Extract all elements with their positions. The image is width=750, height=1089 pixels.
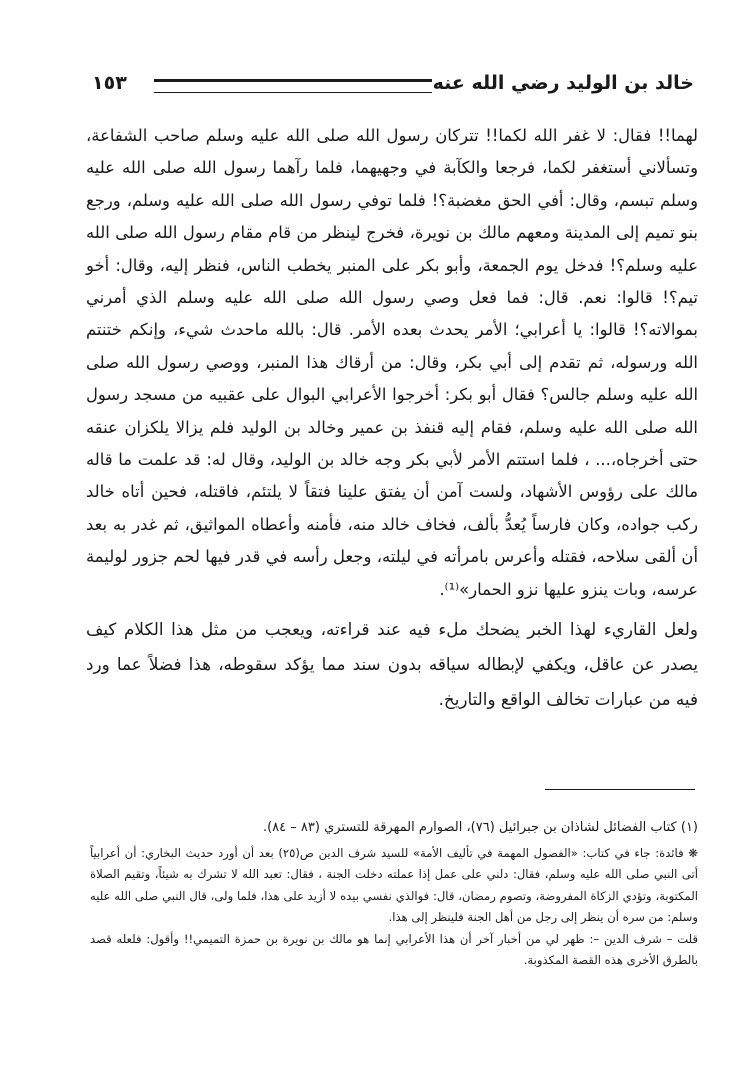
paragraph-commentary: ولعل القاريء لهذا الخبر يضحك ملء فيه عند قراءته، ويعجب من مثل هذا الكلام كيف يصدر عن عاقل، ويكفي لإبطاله سياقه بدون سند مما يؤكد سقوطه، هذا فضلاً عما ورد فيه من عبارات تخالف الواقع والتاريخ. xyxy=(86,619,698,710)
footnote-1: (١) كتاب الفضائل لشاذان بن جبرائيل (٧٦)، الصوارم المهرقة للتستري (٨٣ – ٨٤). xyxy=(262,820,698,835)
paragraph-quote: لهما!! فقال: لا غفر الله لكما!! تتركان رسول الله صلى الله عليه وسلم صاحب الشفاعة، وتسألاني أستغفر لكما، فرجعا والكآبة في وجهيهما، فلما رآهما رسول الله صلى الله عليه وسلم تبسم، وقال: أفي الحق مغضبة؟! فلما توفي رسول الله صلى الله عليه وسلم، ورجع بنو تميم إلى المدينة ومعهم مالك بن نويرة، فخرج لينظر من قام مقام رسول الله صلى الله عليه وسلم؟! فدخل يوم الجمعة، وأبو بكر على المنبر يخطب الناس، فنظر إليه، وقال: أخو تيم؟! قالوا: نعم. قال: فما فعل وصي رسول الله صلى الله عليه وسلم الذي أمرني بموالاته؟! قالوا: يا أعرابي؛ الأمر يحدث بعده الأمر. قال: بالله ماحدث شيء، وإنكم ختنتم الله ورسوله، ثم تقدم إلى أبي بكر، وقال: من أرقاك هذا المنبر، ووصي رسول الله صلى الله عليه وسلم جالس؟ فقال أبو بكر: أخرجوا الأعرابي البوال على عقبيه من مسجد رسول الله صلى الله عليه وسلم، فقام إليه قنفذ بن عمير وخالد بن الوليد فلم يزالا يلكزان عنقه حتى أخرجاه،... ، فلما استتم الأمر لأبي بكر وجه خالد بن الوليد، وقال له: قد علمت ما قاله مالك على رؤوس الأشهاد، ولست آمن أن يفتق علينا فتقاً لا يلتئم، فاقتله، فحين أتاه خالد ركب جواده، وكان فارساً يُعدُّ بألف، فخاف خالد منه، فأمنه وأعطاه المواثيق، ثم غدر به بعد أن ألقى سلاحه، فقتله وأعرس بامرأته في ليلته، وجعل رأسه في قدر فيها لحم جزور لوليمة عرسه، وبات ينزو عليها نزو الحمار»⁽¹⁾. xyxy=(86,126,698,599)
footnote-note-continued: قلت – شرف الدين –: ظهر لي من أخبار آخر أن هذا الأعرابي إنما هو مالك بن نويرة بن حمزة التميمي!! وأقول: فلعله قصد بالطرق الأخرى هذه القصة المكذوبة. xyxy=(90,931,698,967)
footnote-note: ❋ فائدة: جاء في كتاب: «الفصول المهمة في تأليف الأمة» للسيد شرف الدين ص(٢٥) بعد أن أورد حديث البخاري: أن أعرابياً أتى النبي صلى الله عليه وسلم، فقال: دلني على عمل إذا عملته دخلت الجنة ، فقال: تعبد الله لا تشرك به شيئاً، وتقيم الصلاة المكتوبة، وتؤدي الزكاة المفروضة، وتصوم رمضان، قال: فوالذي نفسي بيده لا أزيد على هذا، فلما ولى، قال النبي صلى الله عليه وسلم: من سره أن ينظر إلى رجل من أهل الجنة فلينظر إلى هذا. xyxy=(90,845,698,924)
footnote-separator xyxy=(545,789,695,790)
header-rule xyxy=(154,79,432,93)
running-title: خالد بن الوليد رضي الله عنه xyxy=(432,72,694,94)
page-header xyxy=(92,70,694,104)
footnotes xyxy=(90,817,698,972)
page-number: ١٥٣ xyxy=(92,72,127,94)
main-text xyxy=(86,120,698,717)
